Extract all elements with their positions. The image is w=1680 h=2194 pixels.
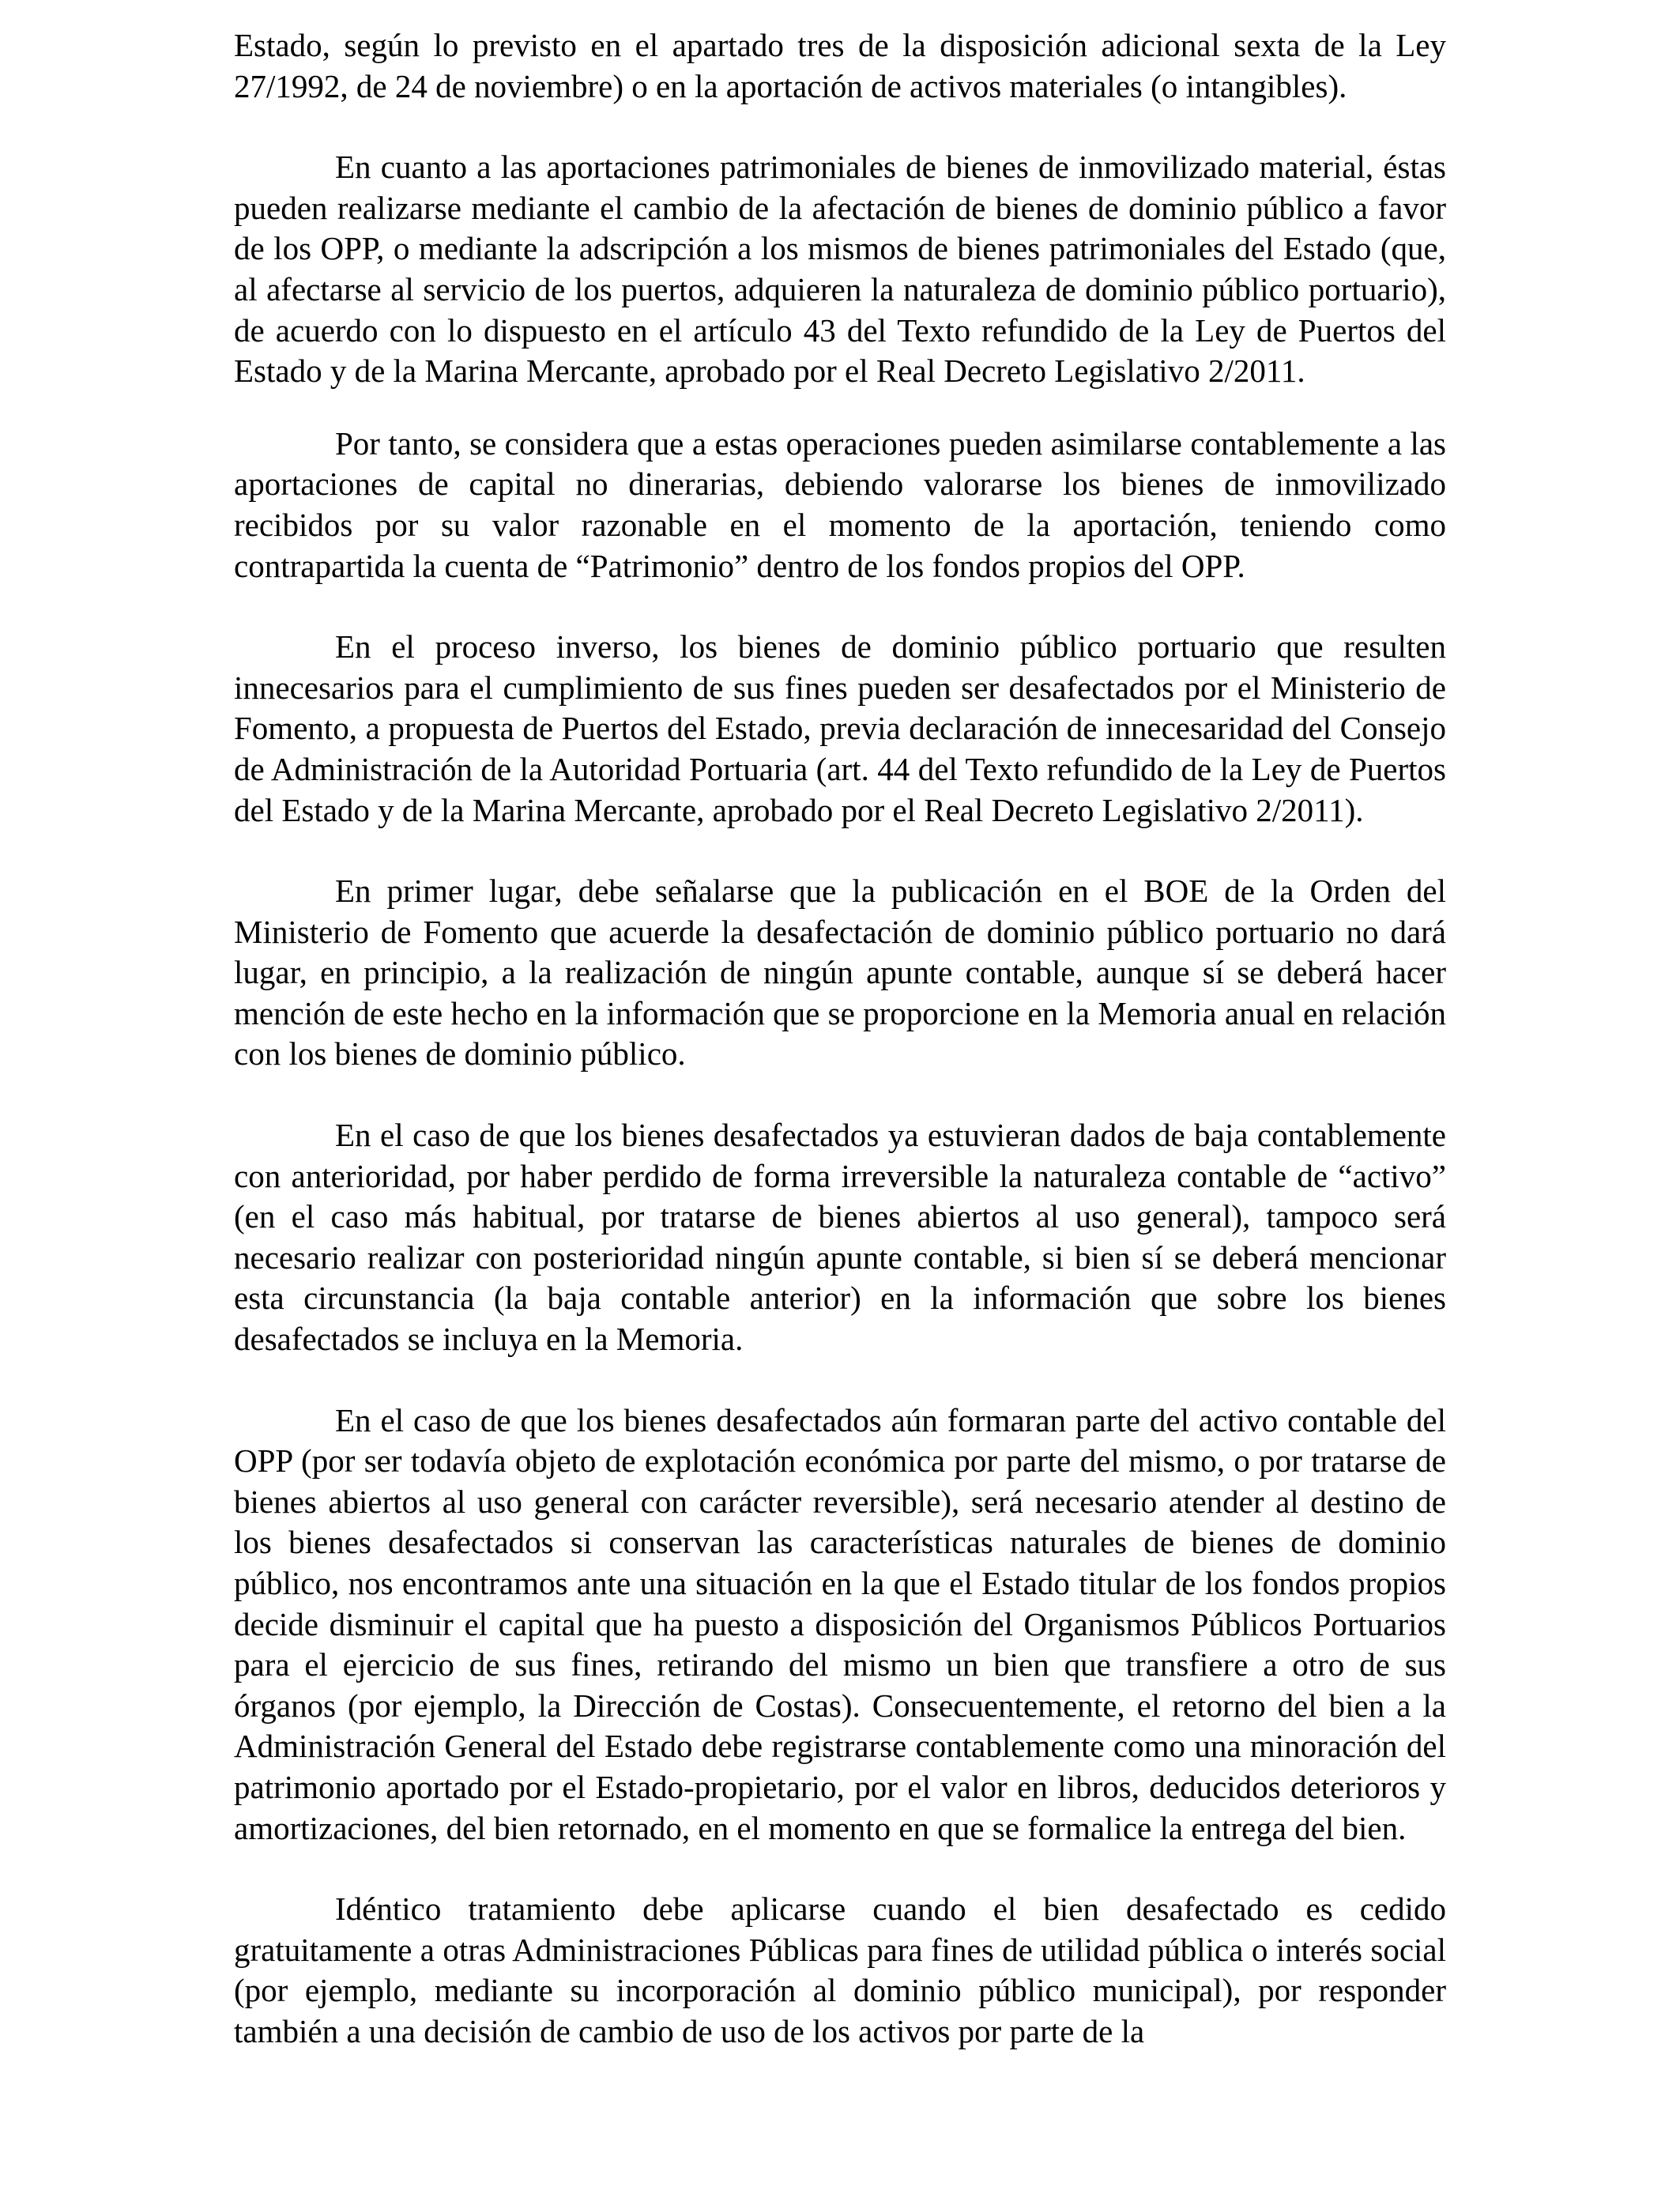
paragraph-3: Por tanto, se considera que a estas operaciones pueden asimilarse contablemente a las aportaciones de capital no dinerarias, debiendo valorarse los bienes de inmovilizado recibidos por su valor razonable en el momento de la aportación, teniendo como contrapartida la cuenta de “Patrimonio” dentro de los fondos propios del OPP. <box>234 424 1446 584</box>
paragraph-7: En el caso de que los bienes desafectados aún formaran parte del activo contable del OPP (por ser todavía objeto de explotación económica por parte del mismo, o por tratarse de bienes abiertos al uso general con carácter reversible), será necesario atender al destino de los bienes desafectados si conservan las características naturales de bienes de dominio público, nos encontramos ante una situación en la que el Estado titular de los fondos propios decide disminuir el capital que ha puesto a disposición del Organismos Públicos Portuarios para el ejercicio de sus fines, retirando del mismo un bien que transfiere a otro de sus órganos (por ejemplo, la Dirección de Costas). Consecuentemente, el retorno del bien a la Administración General del Estado debe registrarse contablemente como una minoración del patrimonio aportado por el Estado-propietario, por el valor en libros, deducidos deterioros y amortizaciones, del bien retornado, en el momento en que se formalice la entrega del bien. <box>234 1401 1446 1846</box>
paragraph-5: En primer lugar, debe señalarse que la publicación en el BOE de la Orden del Ministerio de Fomento que acuerde la desafectación de dominio público portuario no dará lugar, en principio, a la realización de ningún apunte contable, aunque sí se deberá hacer mención de este hecho en la información que se proporcione en la Memoria anual en relación con los bienes de dominio público. <box>234 873 1446 1072</box>
paragraph-6: En el caso de que los bienes desafectados ya estuvieran dados de baja contablemente con anterioridad, por haber perdido de forma irreversible la naturaleza contable de “activo” (en el caso más habitual, por tratarse de bienes abiertos al uso general), tampoco será necesario realizar con posterioridad ningún apunte contable, si bien sí se deberá mencionar esta circunstancia (la baja contable anterior) en la información que sobre los bienes desafectados se incluya en la Memoria. <box>234 1117 1446 1358</box>
document-page <box>234 25 1446 2053</box>
paragraph-8: Idéntico tratamiento debe aplicarse cuando el bien desafectado es cedido gratuitamente a otras Administraciones Públicas para fines de utilidad pública o interés social (por ejemplo, mediante su incorporación al dominio público municipal), por responder también a una decisión de cambio de uso de los activos por parte de la <box>234 1891 1446 2049</box>
paragraph-2: En cuanto a las aportaciones patrimoniales de bienes de inmovilizado material, éstas pueden realizarse mediante el cambio de la afectación de bienes de dominio público a favor de los OPP, o mediante la adscripción a los mismos de bienes patrimoniales del Estado (que, al afectarse al servicio de los puertos, adquieren la naturaleza de dominio público portuario), de acuerdo con lo dispuesto en el artículo 43 del Texto refundido de la Ley de Puertos del Estado y de la Marina Mercante, aprobado por el Real Decreto Legislativo 2/2011. <box>234 149 1446 390</box>
paragraph-1: Estado, según lo previsto en el apartado tres de la disposición adicional sexta de la Ley 27/1992, de 24 de noviembre) o en la aportación de activos materiales (o intangibles). <box>234 27 1446 104</box>
paragraph-4: En el proceso inverso, los bienes de dominio público portuario que resulten innecesarios para el cumplimiento de sus fines pueden ser desafectados por el Ministerio de Fomento, a propuesta de Puertos del Estado, previa declaración de innecesaridad del Consejo de Administración de la Autoridad Portuaria (art. 44 del Texto refundido de la Ley de Puertos del Estado y de la Marina Mercante, aprobado por el Real Decreto Legislativo 2/2011). <box>234 628 1446 828</box>
